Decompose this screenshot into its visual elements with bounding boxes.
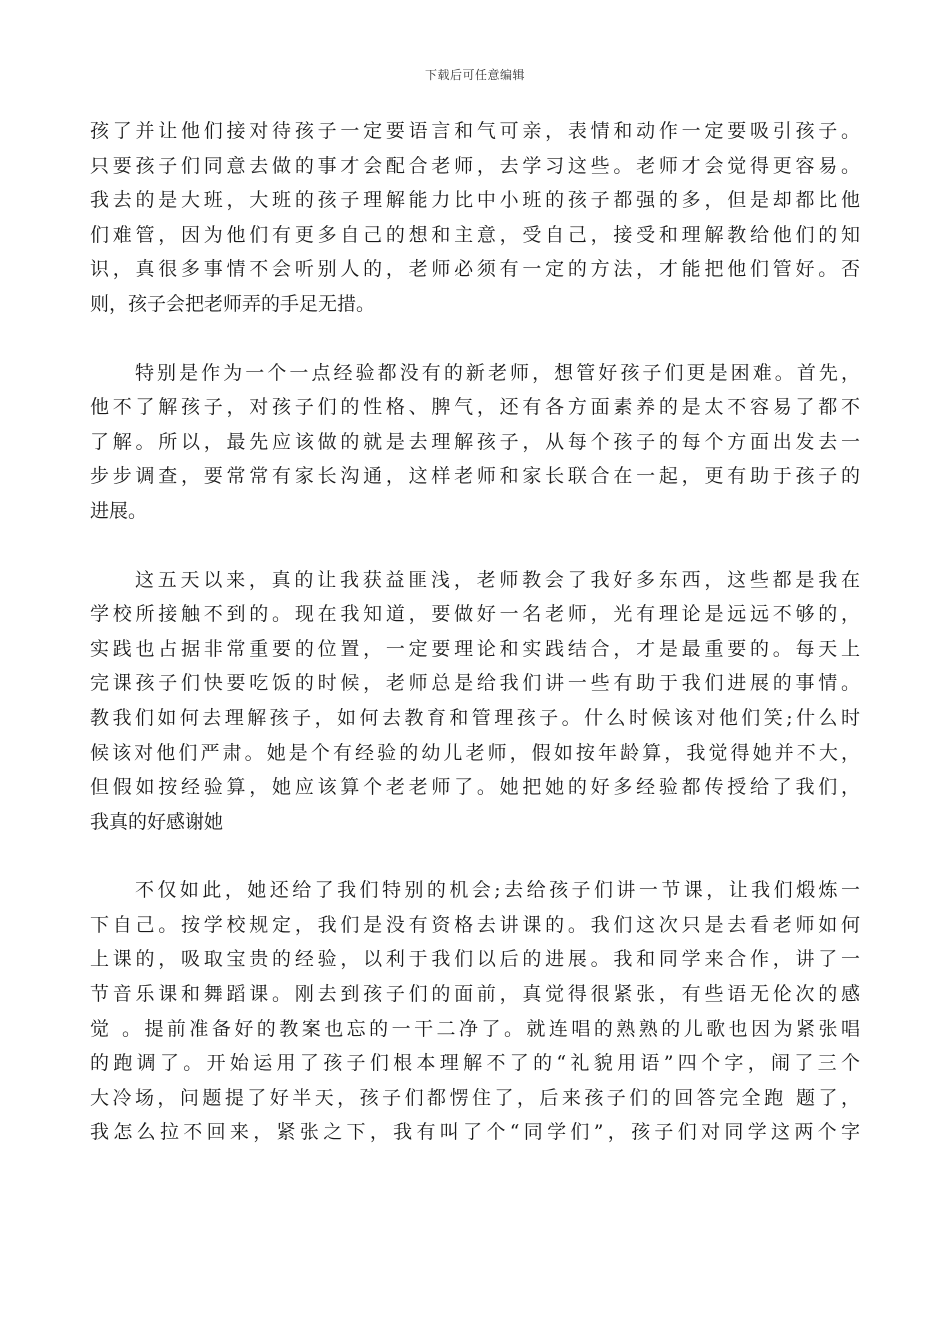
paragraph-line: 教我们如何去理解孩子，如何去教育和管理孩子。什么时候该对他们笑;什么时 — [90, 706, 860, 729]
paragraph-line: 特别是作为一个一点经验都没有的新老师，想管好孩子们更是困难。首先， — [135, 361, 860, 384]
paragraph-line: 上课的，吸取宝贵的经验，以利于我们以后的进展。我和同学来合作，讲了一 — [90, 948, 860, 971]
paragraph-line: 只要孩子们同意去做的事才会配合老师，去学习这些。老师才会觉得更容易。 — [90, 154, 860, 177]
paragraph-3 — [90, 563, 860, 840]
paragraph-line: 不仅如此，她还给了我们特别的机会;去给孩子们讲一节课，让我们煅炼一 — [135, 879, 860, 902]
paragraph-line: 大冷场，问题提了好半天，孩子们都愣住了，后来孩子们的回答完全跑 题了， — [90, 1086, 860, 1109]
paragraph-line: 我真的好感谢她 — [90, 810, 224, 833]
paragraph-line: 则，孩子会把老师弄的手足无措。 — [90, 292, 376, 315]
paragraph-line: 下自己。按学校规定，我们是没有资格去讲课的。我们这次只是去看老师如何 — [90, 913, 860, 936]
paragraph-line: 们难管，因为他们有更多自己的想和主意，受自己，接受和理解教给他们的知 — [90, 223, 860, 246]
paragraph-line: 识，真很多事情不会听别人的，老师必须有一定的方法，才能把他们管好。否 — [90, 258, 860, 281]
paragraph-4 — [90, 873, 860, 1150]
paragraph-line: 我去的是大班，大班的孩子理解能力比中小班的孩子都强的多，但是却都比他 — [90, 189, 860, 212]
paragraph-line: 这五天以来，真的让我获益匪浅，老师教会了我好多东西，这些都是我在 — [135, 568, 860, 591]
paragraph-1 — [90, 114, 860, 322]
paragraph-2 — [90, 356, 860, 529]
paragraph-line: 他不了解孩子，对孩子们的性格、脾气，还有各方面素养的是太不容易了都不 — [90, 396, 860, 419]
paragraph-line: 节音乐课和舞蹈课。刚去到孩子们的面前，真觉得很紧张，有些语无伦次的感 — [90, 983, 860, 1006]
paragraph-line: 步步调查，要常常有家长沟通，这样老师和家长联合在一起，更有助于孩子的 — [90, 465, 860, 488]
paragraph-line: 完课孩子们快要吃饭的时候，老师总是给我们讲一些有助于我们进展的事情。 — [90, 672, 860, 695]
paragraph-line: 觉 。提前准备好的教案也忘的一干二净了。就连唱的熟熟的儿歌也因为紧张唱 — [90, 1017, 860, 1040]
paragraph-line: 孩了并让他们接对待孩子一定要语言和气可亲，表情和动作一定要吸引孩子。 — [90, 120, 860, 142]
paragraph-line: 实践也占据非常重要的位置，一定要理论和实践结合，才是最重要的。每天上 — [90, 637, 860, 660]
paragraph-line: 了解。所以，最先应该做的就是去理解孩子，从每个孩子的每个方面出发去一 — [90, 430, 860, 453]
paragraph-line: 进展。 — [90, 499, 148, 522]
paragraph-line: 的跑调了。开始运用了孩子们根本理解不了的“礼貌用语”四个字，闹了三个 — [90, 1052, 860, 1075]
paragraph-line: 但假如按经验算，她应该算个老老师了。她把她的好多经验都传授给了我们， — [90, 776, 860, 799]
document-body — [90, 114, 860, 1184]
paragraph-line: 我怎么拉不回来，紧张之下，我有叫了个“同学们”，孩子们对同学这两个字 — [90, 1121, 860, 1144]
paragraph-line: 学校所接触不到的。现在我知道，要做好一名老师，光有理论是远远不够的， — [90, 603, 860, 626]
page-header: 下载后可任意编辑 — [424, 68, 525, 82]
paragraph-line: 候该对他们严肃。她是个有经验的幼儿老师，假如按年龄算，我觉得她并不大， — [90, 741, 860, 764]
